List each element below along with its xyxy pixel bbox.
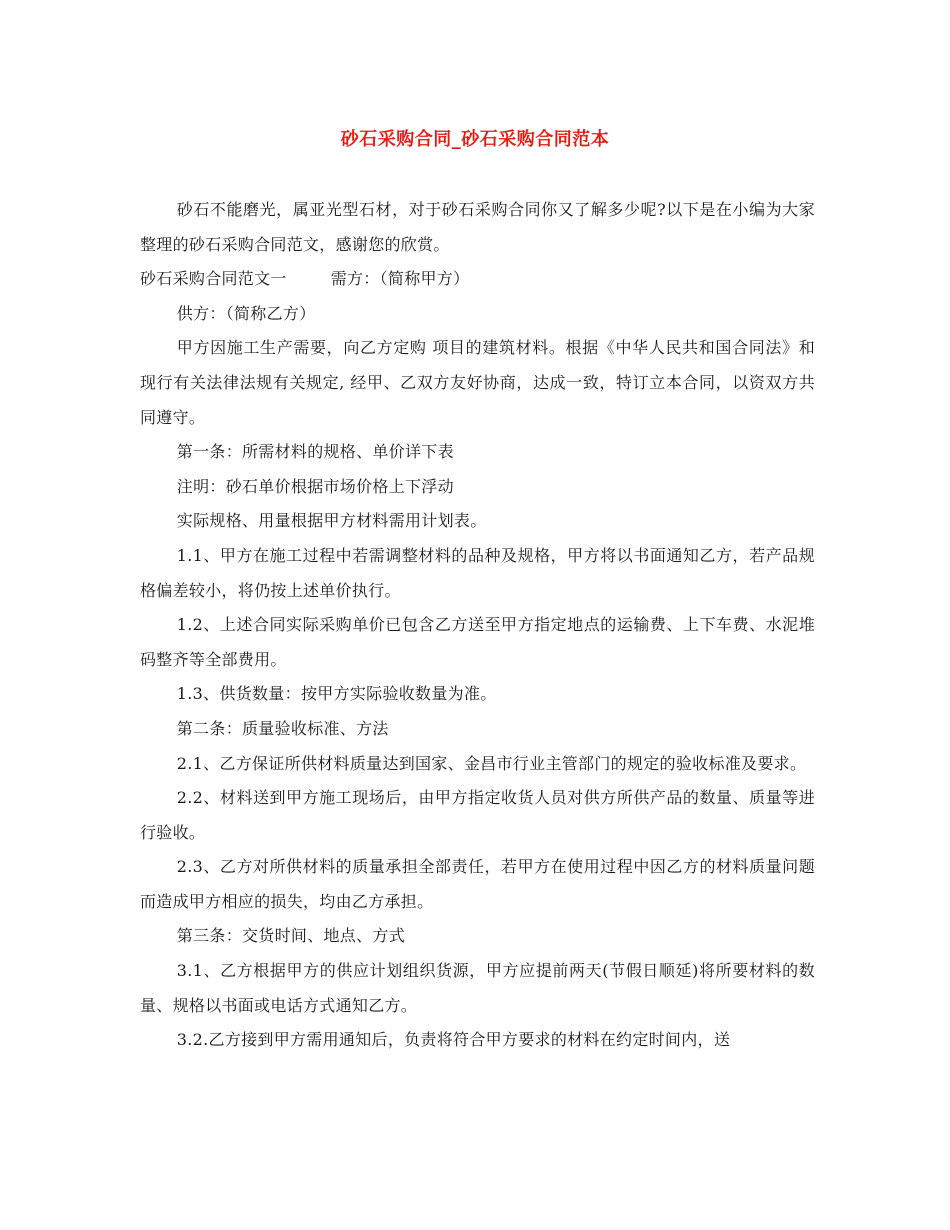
clause-2-2: 2.2、材料送到甲方施工现场后，由甲方指定收货人员对供方所供产品的数量、质量等进行验收。	[140, 788, 815, 842]
document-title: 砂石采购合同_砂石采购合同范本	[340, 129, 610, 150]
price-note: 注明：砂石单价根据市场价格上下浮动	[176, 476, 454, 496]
clause-1-1: 1.1、甲方在施工过程中若需调整材料的品种及规格，甲方将以书面通知乙方，若产品规格偏差较小，将仍按上述单价执行。	[140, 545, 815, 600]
clause-1-3: 1.3、供货数量：按甲方实际验收数量为准。	[176, 684, 497, 704]
intro-paragraph: 砂石不能磨光，属亚光型石材，对于砂石采购合同你又了解多少呢?以下是在小编为大家整理的砂石采购合同范文，感谢您的欣赏。	[140, 200, 815, 254]
clause-2-1: 2.1、乙方保证所供材料质量达到国家、金昌市行业主管部门的规定的验收标准及要求。	[176, 753, 807, 773]
buyer-line: 需方：（简称甲方）	[330, 269, 470, 289]
document-body	[140, 193, 815, 1058]
clause-3-1: 3.1、乙方根据甲方的供应计划组织货源，甲方应提前两天(节假日顺延)将所要材料的数量、规格以书面或电话方式通知乙方。	[140, 961, 815, 1015]
clause-3-2: 3.2.乙方接到甲方需用通知后，负责将符合甲方要求的材料在约定时间内，送	[176, 1030, 731, 1050]
article-1-heading: 第一条：所需材料的规格、单价详下表	[176, 442, 454, 462]
clause-2-3: 2.3、乙方对所供材料的质量承担全部责任，若甲方在使用过程中因乙方的材料质量问题而造成甲方相应的损失，均由乙方承担。	[140, 857, 815, 911]
quantity-note: 实际规格、用量根据甲方材料需用计划表。	[176, 511, 487, 531]
article-3-heading: 第三条：交货时间、地点、方式	[176, 926, 405, 946]
sample-label: 砂石采购合同范文一	[140, 269, 287, 289]
article-2-heading: 第二条：质量验收标准、方法	[176, 718, 389, 738]
sample-heading-line	[140, 262, 815, 297]
clause-1-2: 1.2、上述合同实际采购单价已包含乙方送至甲方指定地点的运输费、上下车费、水泥堆码整齐等全部费用。	[140, 615, 815, 669]
preamble-paragraph: 甲方因施工生产需要，向乙方定购 项目的建筑材料。根据《中华人民共和国合同法》和现行有关法律法规有关规定, 经甲、乙双方友好协商，达成一致，特订立本合同，以资双方共同遵守。	[140, 338, 815, 427]
supplier-line: 供方：（简称乙方）	[176, 303, 316, 323]
